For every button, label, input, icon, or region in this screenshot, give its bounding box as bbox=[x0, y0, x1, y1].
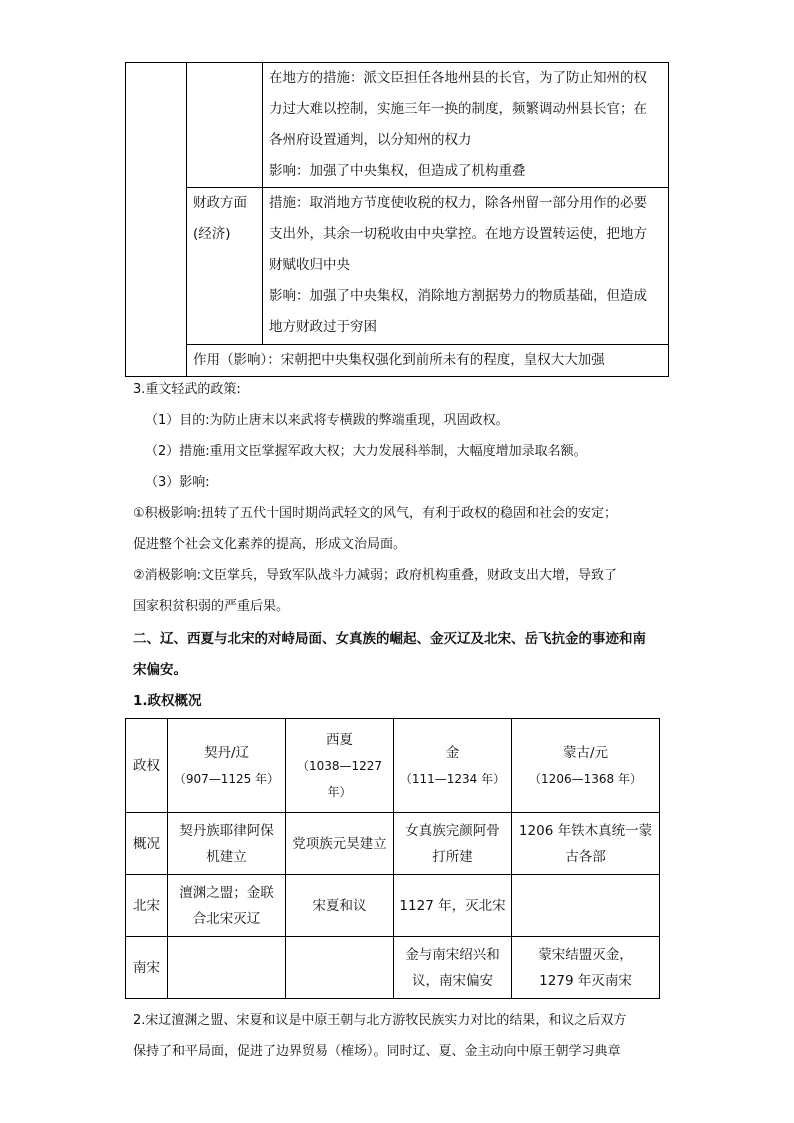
regime-years: 年） bbox=[327, 784, 352, 799]
table-row bbox=[126, 813, 660, 875]
header-cell: 政权 bbox=[126, 719, 168, 813]
finance-label-sub: (经济) bbox=[193, 226, 231, 242]
policy-table bbox=[125, 62, 669, 377]
table-cell bbox=[168, 937, 286, 999]
table-merged-cell bbox=[126, 63, 187, 377]
regime-name: 金 bbox=[445, 744, 460, 761]
table-cell: 1127 年，灭北宋 bbox=[394, 875, 512, 937]
local-measures-line: 力过大难以控制，实施三年一换的制度，频繁调动州县长官；在 bbox=[269, 101, 647, 117]
table-row bbox=[126, 719, 660, 813]
header-cell bbox=[512, 719, 660, 813]
regime-name: 蒙古/元 bbox=[562, 744, 609, 761]
finance-label: 财政方面 bbox=[193, 195, 247, 211]
positive-impact-line: ①积极影响:扭转了五代十国时期尚武轻文的风气，有利于政权的稳固和社会的安定； bbox=[133, 506, 618, 521]
finance-line: 支出外，其余一切税收由中央掌控。在地方设置转运使，把地方 bbox=[269, 226, 647, 242]
section3-title: 3.重文轻武的政策: bbox=[133, 382, 241, 397]
regime-years: （1206—1368 年） bbox=[529, 771, 642, 786]
positive-impact-line: 促进整个社会文化素养的提高，形成文治局面。 bbox=[133, 537, 407, 552]
section2-paragraph-line: 2.宋辽澶渊之盟、宋夏和议是中原王朝与北方游牧民族实力对比的结果，和议之后双方 bbox=[133, 1013, 627, 1028]
cell-line: 1279 年灭南宋 bbox=[539, 972, 632, 989]
finance-content-cell bbox=[263, 188, 669, 345]
header-cell bbox=[168, 719, 286, 813]
section3-goal: （1）目的:为防止唐末以来武将专横跋的弊端重现，巩固政权。 bbox=[145, 413, 509, 428]
cell-line: 古各部 bbox=[565, 848, 606, 865]
cell-line: 蒙宋结盟灭金， bbox=[538, 946, 633, 963]
table-cell: 党项族元昊建立 bbox=[286, 813, 394, 875]
finance-line: 地方财政过于穷困 bbox=[269, 319, 377, 335]
section3-impact: （3）影响: bbox=[145, 475, 210, 490]
header-cell bbox=[286, 719, 394, 813]
table-cell bbox=[168, 875, 286, 937]
regime-years: （1038—1227 bbox=[296, 758, 383, 773]
negative-impact-line: 国家积贫积弱的严重后果。 bbox=[133, 599, 290, 614]
table-row bbox=[126, 875, 660, 937]
local-measures-line: 各州府设置通判，以分知州的权力 bbox=[269, 132, 472, 148]
local-measures-line: 在地方的措施：派文臣担任各地州县的长官，为了防止知州的权 bbox=[269, 70, 647, 86]
table-cell bbox=[512, 937, 660, 999]
finance-line: 财赋收归中央 bbox=[269, 257, 350, 273]
cell-line: 机建立 bbox=[206, 848, 247, 865]
table-cell bbox=[512, 813, 660, 875]
row-label: 北宋 bbox=[126, 875, 168, 937]
regime-years: （111—1234 年） bbox=[399, 771, 506, 786]
table-cell bbox=[168, 813, 286, 875]
section-heading: 二、辽、西夏与北宋的对峙局面、女真族的崛起、金灭辽及北宋、岳飞抗金的事迹和南 bbox=[133, 631, 646, 647]
negative-impact-line: ②消极影响:文臣掌兵，导致军队战斗力减弱；政府机构重叠，财政支出大增，导致了 bbox=[133, 568, 618, 583]
row-label: 南宋 bbox=[126, 937, 168, 999]
regime-name: 契丹/辽 bbox=[203, 744, 250, 761]
table-cell bbox=[394, 813, 512, 875]
header-cell bbox=[394, 719, 512, 813]
finance-line: 措施：取消地方节度使收税的权力，除各州留一部分用作的必要 bbox=[269, 195, 647, 211]
section2-paragraph-line: 保持了和平局面，促进了边界贸易（榷场）。同时辽、夏、金主动向中原王朝学习典章 bbox=[133, 1044, 621, 1059]
cell-line: 1206 年铁木真统一蒙 bbox=[518, 822, 653, 839]
section-heading: 宋偏安。 bbox=[133, 662, 187, 678]
effect-cell bbox=[187, 345, 669, 377]
table-row bbox=[126, 937, 660, 999]
regime-table bbox=[125, 718, 660, 999]
table-cell bbox=[286, 937, 394, 999]
table-empty-cell bbox=[187, 63, 263, 188]
cell-line: 契丹族耶律阿保 bbox=[179, 822, 274, 839]
local-measures-line: 影响：加强了中央集权，但造成了机构重叠 bbox=[269, 163, 526, 179]
table-cell: 宋夏和议 bbox=[286, 875, 394, 937]
sub-heading: 1.政权概况 bbox=[133, 693, 202, 709]
regime-name: 西夏 bbox=[326, 731, 353, 748]
row-label: 概况 bbox=[126, 813, 168, 875]
cell-line: 金与南宋绍兴和 bbox=[405, 946, 500, 963]
effect-text: 作用（影响）：宋朝把中央集权强化到前所未有的程度，皇权大大加强 bbox=[193, 352, 605, 368]
local-measures-cell bbox=[263, 63, 669, 188]
finance-line: 影响：加强了中央集权，消除地方割据势力的物质基础，但造成 bbox=[269, 288, 647, 304]
regime-years: （907—1125 年） bbox=[173, 771, 280, 786]
table-cell bbox=[512, 875, 660, 937]
table-cell bbox=[394, 937, 512, 999]
cell-line: 议，南宋偏安 bbox=[412, 972, 493, 989]
finance-label-cell bbox=[187, 188, 263, 345]
section3-measure: （2）措施:重用文臣掌握军政大权；大力发展科举制，大幅度增加录取名额。 bbox=[145, 444, 587, 459]
cell-line: 女真族完颜阿骨 bbox=[405, 822, 500, 839]
cell-line: 澶渊之盟；金联 bbox=[179, 884, 274, 901]
cell-line: 打所建 bbox=[432, 848, 473, 865]
cell-line: 合北宋灭辽 bbox=[192, 910, 261, 927]
